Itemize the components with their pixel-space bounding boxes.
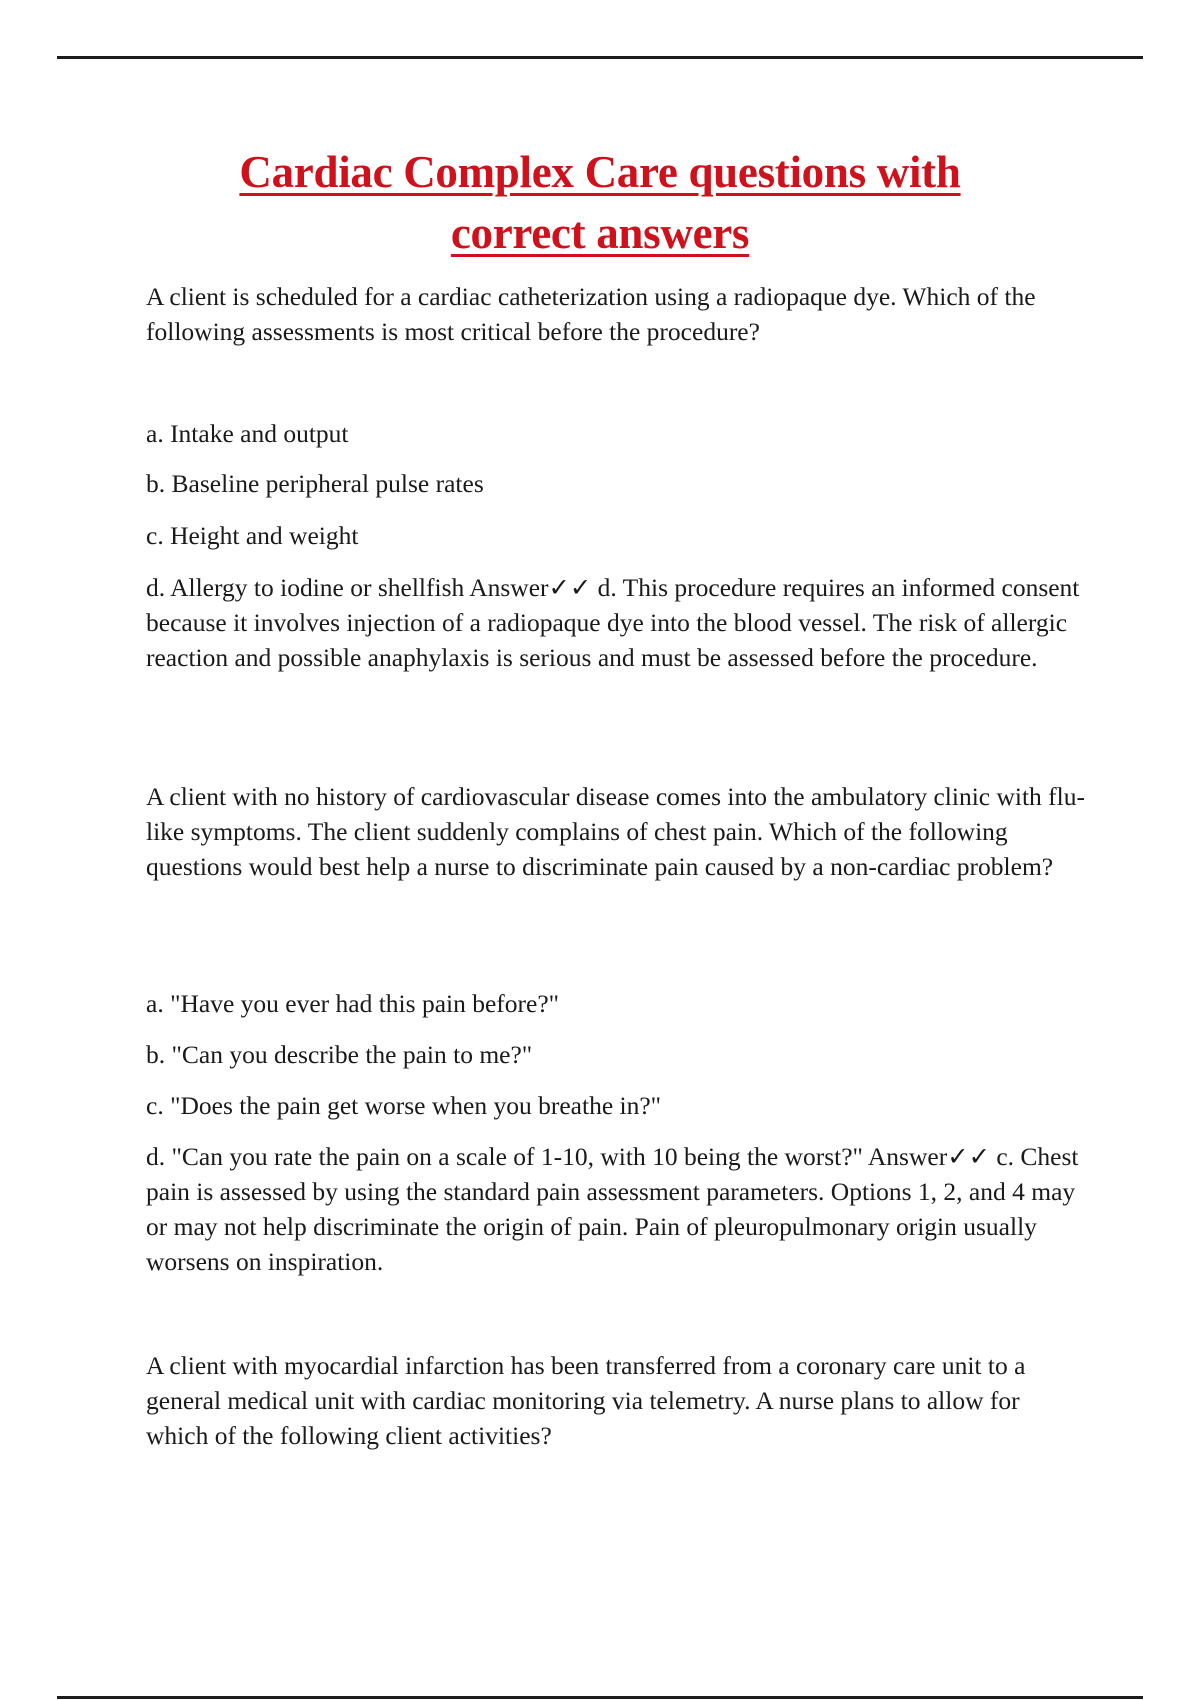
question-1-option-a: a. Intake and output (146, 419, 349, 448)
question-2-option-c: c. "Does the pain get worse when you breathe in?" (146, 1091, 662, 1120)
question-2-option-b: b. "Can you describe the pain to me?" (146, 1040, 533, 1069)
footer-rule (57, 1696, 1143, 1699)
title-line-2: correct answers (450, 208, 750, 258)
question-1-stem: A client is scheduled for a cardiac catheterization using a radiopaque dye. Which of the following assessments is most critical before the procedure? (146, 282, 1036, 346)
question-2-option-d-answer: d. "Can you rate the pain on a scale of 1-10, with 10 being the worst?" Answer✓✓ c. Chest pain is assessed by using the standard pain assessment parameters. Options 1, 2, and 4 may or may not help discriminate the origin of pain. Pain of pleuropulmonary origin usually worsens on inspiration. (146, 1142, 1079, 1276)
question-1-option-c: c. Height and weight (146, 521, 359, 550)
document-title (0, 142, 1200, 264)
question-2-stem: A client with no history of cardiovascular disease comes into the ambulatory clinic with flu-like symptoms. The client suddenly complains of chest pain. Which of the following questions would best help a nurse to discriminate pain caused by a non-cardiac problem? (146, 782, 1086, 881)
question-1-option-d-answer: d. Allergy to iodine or shellfish Answer✓✓ d. This procedure requires an informed consent because it involves injection of a radiopaque dye into the blood vessel. The risk of allergic reaction and possible anaphylaxis is serious and must be assessed before the procedure. (146, 573, 1080, 672)
header-rule (57, 56, 1143, 59)
question-2-option-a: a. "Have you ever had this pain before?" (146, 989, 560, 1018)
question-1-option-b: b. Baseline peripheral pulse rates (146, 469, 484, 498)
title-line-1: Cardiac Complex Care questions with (239, 147, 961, 197)
question-3-stem: A client with myocardial infarction has been transferred from a coronary care unit to a general medical unit with cardiac monitoring via telemetry. A nurse plans to allow for which of the following client activities? (146, 1351, 1026, 1450)
